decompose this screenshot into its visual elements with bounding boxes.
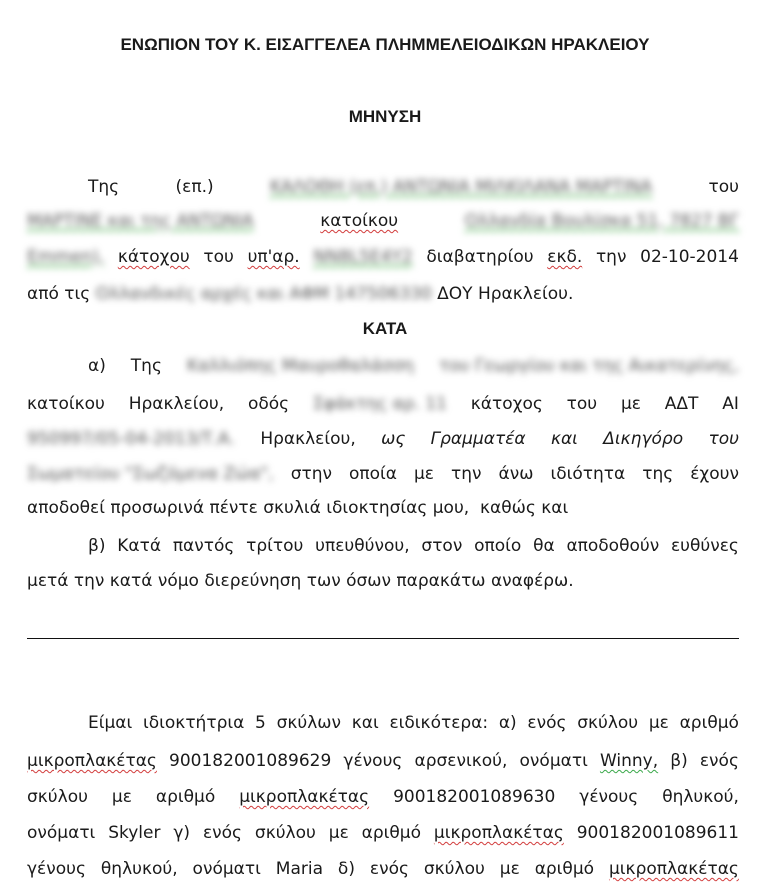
word: Ηρακλείου, (260, 429, 356, 449)
word: α) (498, 713, 517, 733)
word: α) (88, 356, 106, 376)
word: αριθμό (679, 713, 739, 733)
redacted-authority: Ολλανδικές αρχές και ΑΦΜ 147506330 (95, 284, 432, 304)
word: κατοίκου (320, 211, 399, 231)
word: του (708, 177, 739, 197)
body-line-2 (27, 750, 739, 772)
word: και (550, 429, 578, 449)
complainant-line-4 (27, 283, 739, 305)
word: με (648, 713, 669, 733)
defendant-line-2 (27, 393, 739, 415)
redacted-association: Σωματείου "Σωζόμενα Ζώα", (27, 464, 274, 484)
word: ονόματι (27, 823, 96, 843)
defendant-line-5: αποδοθεί προσωρινά πέντε σκυλιά ιδιοκτησίας μου, καθώς και (27, 498, 569, 518)
word: του (566, 394, 598, 414)
word: μικροπλακέτας (27, 751, 157, 771)
word: σκύλου (27, 787, 88, 807)
word: 900182001089630 (393, 787, 556, 807)
body-line-3 (27, 786, 739, 808)
word: 900182001089611 (576, 823, 739, 843)
word: στην (290, 464, 332, 484)
word: κάτοχος (470, 394, 543, 414)
word: τρίτου (246, 536, 304, 556)
separator-rule (27, 638, 739, 639)
word: την (595, 247, 627, 267)
defendant-line-1 (88, 355, 739, 377)
redacted-city: Emmen), (27, 247, 105, 267)
word: ενός (527, 713, 567, 733)
redacted-address: Ολλανδία Βουλίσκα 51, 7827 ΒΓ (464, 211, 739, 231)
redacted-name: ΚΑΛΟΘΗ (επ.) ΑΝΤΩΝΙΑ ΜΙΛΚΙΛΑΝΑ ΜΑΡΤΙΝΑ (269, 177, 653, 197)
word: εκδ. (547, 247, 583, 267)
word: ΔΟΥ Ηρακλείου. (437, 284, 574, 304)
word: την (450, 464, 482, 484)
word: οποία (348, 464, 397, 484)
word: ονόματι (192, 859, 261, 879)
word: 900182001089629 (169, 751, 332, 771)
word: 02-10-2014 (640, 247, 739, 267)
word: γένους (343, 751, 403, 771)
document-title: ΜΗΝΥΣΗ (348, 107, 422, 126)
word: του (203, 247, 234, 267)
redacted-street: Σφάκτης αρ. 11 (312, 394, 447, 414)
word: ΑΔΤ (664, 394, 699, 414)
word: Κατά (117, 536, 162, 556)
word: ειδικότερα: (389, 713, 489, 733)
redacted-parents: ΜΑΡΤΙΝΕ και της ΑΝΤΩΝΙΑ (27, 211, 254, 231)
word: 5 (255, 713, 266, 733)
defendant-line-4 (27, 463, 739, 485)
word: με (413, 464, 434, 484)
complainant-line-2 (27, 210, 739, 232)
word: με (620, 394, 641, 414)
word: μικροπλακέτας (239, 787, 370, 807)
word: ενός (369, 859, 409, 879)
word: μικροπλακέτας (608, 859, 739, 879)
word: δ) (337, 859, 355, 879)
word: παντός (172, 536, 235, 556)
word: αριθμό (361, 823, 422, 843)
against-heading: ΚΑΤΑ (362, 319, 408, 338)
word: ιδιότητα (550, 464, 626, 484)
word: γένους (579, 787, 639, 807)
word: αριθμό (534, 859, 595, 879)
word: Της (130, 356, 162, 376)
word: ονόματι (519, 751, 588, 771)
word: θα (533, 536, 555, 556)
word: στον (421, 536, 463, 556)
defendant-line-3 (27, 428, 739, 450)
word: Δικηγόρο (603, 429, 684, 449)
word: ενός (699, 751, 739, 771)
word: του (708, 429, 739, 449)
word: με (328, 823, 349, 843)
body-line-5 (27, 858, 739, 880)
word: της (642, 464, 674, 484)
word: (επ.) (175, 177, 214, 197)
word: β) (88, 536, 106, 556)
word: β) (670, 751, 688, 771)
word: σκύλων (276, 713, 342, 733)
redacted-defendant-name: Καλλιόπης Μαυροθαλάσση (186, 356, 415, 376)
word: σκύλου (577, 713, 639, 733)
word: θηλυκού, (100, 859, 178, 879)
word: Maria (275, 859, 323, 879)
word: Skyler (108, 823, 161, 843)
word: άνω (498, 464, 534, 484)
word: ιδιοκτήτρια (143, 713, 245, 733)
word: αποδοθούν (566, 536, 660, 556)
complainant-line-1 (88, 176, 739, 198)
word: οδός (247, 394, 290, 414)
word: ευθύνες (670, 536, 739, 556)
word: από τις (27, 284, 91, 304)
body-line-1 (88, 712, 739, 734)
word: γένους (27, 859, 86, 879)
word: Είμαι (88, 713, 133, 733)
word: διαβατηρίου (426, 247, 534, 267)
word: σκύλου (254, 823, 316, 843)
word: ως (381, 429, 406, 449)
word: Γραμματέα (430, 429, 526, 449)
word: ΑΙ (722, 394, 739, 414)
word: ενός (202, 823, 243, 843)
word: με (499, 859, 520, 879)
word: γ) (173, 823, 191, 843)
word: Της (88, 177, 120, 197)
word: υπευθύνου, (315, 536, 410, 556)
word: και (351, 713, 379, 733)
body-line-4 (27, 822, 739, 844)
word: οποίο (474, 536, 522, 556)
word: αριθμό (155, 787, 216, 807)
word: αρσενικού, (414, 751, 508, 771)
redacted-passport: NN8L5E4Y2 (313, 247, 413, 267)
word: με (111, 787, 132, 807)
redacted-id-number: 950997/05-04-2013/Τ.Α. (27, 429, 235, 449)
word: κάτοχου (117, 247, 190, 267)
redacted-defendant-parents: του Γεωργίου και της Αικατερίνης, (438, 356, 739, 376)
word: θηλυκού, (662, 787, 739, 807)
defendant-line-7: μετά την κατά νόμο διερεύνηση των όσων παρακάτω αναφέρω. (27, 571, 574, 591)
complainant-line-3 (27, 246, 739, 268)
word: υπ'αρ. (247, 247, 300, 267)
word: Winny, (599, 751, 659, 771)
defendant-line-6 (88, 535, 739, 557)
word: Ηρακλείου, (128, 394, 225, 414)
word: σκύλου (423, 859, 485, 879)
word: μικροπλακέτας (433, 823, 564, 843)
word: κατοίκου (27, 394, 105, 414)
document-addressee: ΕΝΩΠΙΟΝ ΤΟΥ Κ. ΕΙΣΑΓΓΕΛΕΑ ΠΛΗΜΜΕΛΕΙΟΔΙΚΩΝ ΗΡΑΚΛΕΙΟΥ (120, 35, 650, 54)
word: έχουν (690, 464, 739, 484)
